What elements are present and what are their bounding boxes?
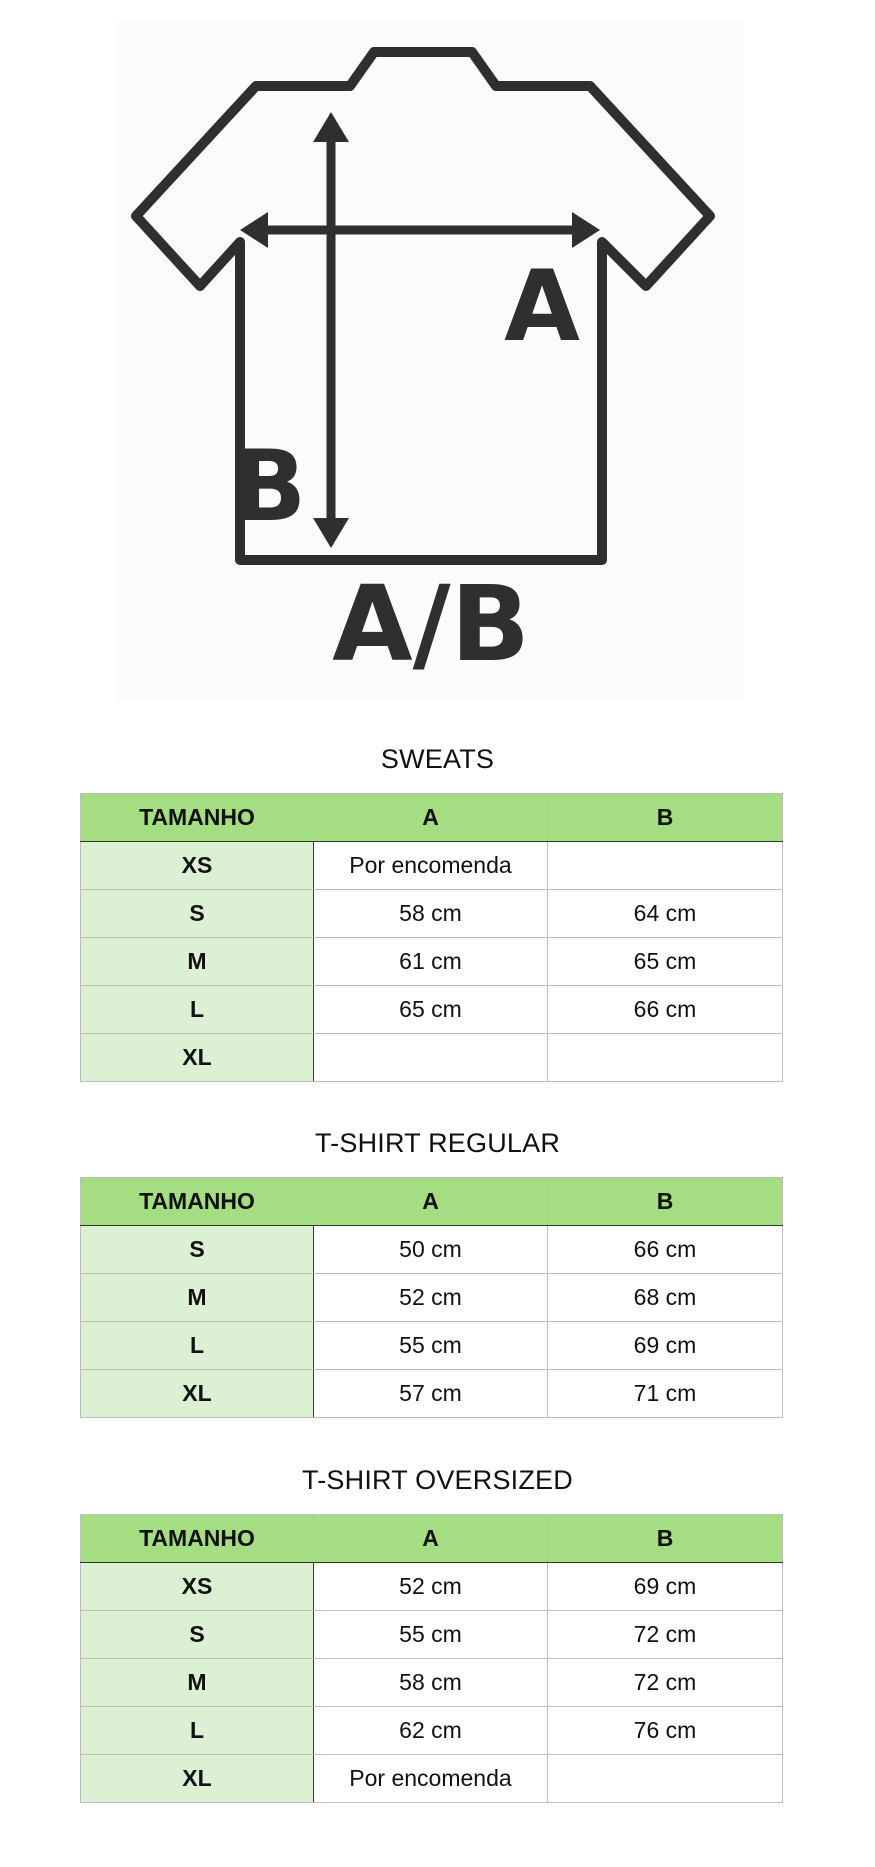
- measure-b-cell: 69 cm: [548, 1563, 783, 1611]
- header-size: TAMANHO: [81, 1178, 314, 1226]
- measure-a-arrowhead-right-icon: [572, 212, 600, 248]
- table-row: [81, 1322, 783, 1370]
- section-title-tshirt-oversized: T-SHIRT OVERSIZED: [302, 1465, 573, 1495]
- measure-b-cell: 72 cm: [548, 1659, 783, 1707]
- measure-a-cell: 58 cm: [314, 890, 548, 938]
- tshirt-measurement-diagram: [116, 20, 743, 698]
- size-cell: XS: [81, 842, 314, 890]
- table-row: [81, 1370, 783, 1418]
- diagram-label-b: B: [231, 430, 307, 544]
- size-table-tshirt-regular: [80, 1177, 783, 1418]
- size-cell: L: [81, 986, 314, 1034]
- table-row: [81, 1034, 783, 1082]
- size-table-tshirt-oversized: [80, 1514, 783, 1803]
- measure-b-cell: 64 cm: [548, 890, 783, 938]
- section-title-sweats: SWEATS: [380, 744, 495, 774]
- table-row: [81, 1659, 783, 1707]
- measure-b-cell: 72 cm: [548, 1611, 783, 1659]
- size-cell: XS: [81, 1563, 314, 1611]
- size-cell: S: [81, 1611, 314, 1659]
- table-row: [81, 1226, 783, 1274]
- measure-a-cell: 52 cm: [314, 1563, 548, 1611]
- measure-b-cell: [548, 1034, 783, 1082]
- diagram-caption: A/B: [332, 563, 530, 685]
- measure-b-arrowhead-top-icon: [313, 112, 349, 142]
- measure-a-cell: [314, 1034, 548, 1082]
- table-row: [81, 1274, 783, 1322]
- header-b: B: [548, 1515, 783, 1563]
- header-a: A: [314, 794, 548, 842]
- measure-a-cell: Por encomenda: [314, 1755, 548, 1803]
- table-header-row: [81, 1515, 783, 1563]
- measure-b-cell: 68 cm: [548, 1274, 783, 1322]
- table-row: [81, 1707, 783, 1755]
- table-row: [81, 1755, 783, 1803]
- measure-a-cell: 57 cm: [314, 1370, 548, 1418]
- header-a: A: [314, 1515, 548, 1563]
- measure-a-cell: 61 cm: [314, 938, 548, 986]
- tshirt-body-outline: [136, 52, 710, 560]
- measure-a-cell: 55 cm: [314, 1611, 548, 1659]
- size-cell: M: [81, 1274, 314, 1322]
- size-cell: M: [81, 1659, 314, 1707]
- measure-b-cell: 71 cm: [548, 1370, 783, 1418]
- table-row: [81, 938, 783, 986]
- size-cell: L: [81, 1707, 314, 1755]
- size-cell: L: [81, 1322, 314, 1370]
- table-row: [81, 890, 783, 938]
- section-title-tshirt-regular: T-SHIRT REGULAR: [314, 1128, 561, 1158]
- size-cell: XL: [81, 1034, 314, 1082]
- measure-a-cell: 50 cm: [314, 1226, 548, 1274]
- measure-a-cell: 62 cm: [314, 1707, 548, 1755]
- header-b: B: [548, 1178, 783, 1226]
- size-cell: XL: [81, 1755, 314, 1803]
- size-cell: M: [81, 938, 314, 986]
- diagram-label-a: A: [504, 250, 580, 364]
- measure-b-cell: 66 cm: [548, 1226, 783, 1274]
- measure-a-cell: 58 cm: [314, 1659, 548, 1707]
- measure-a-cell: 65 cm: [314, 986, 548, 1034]
- measure-a-cell: 55 cm: [314, 1322, 548, 1370]
- table-header-row: [81, 1178, 783, 1226]
- measure-b-cell: 65 cm: [548, 938, 783, 986]
- size-cell: XL: [81, 1370, 314, 1418]
- measure-b-arrowhead-bottom-icon: [313, 518, 349, 548]
- size-table-sweats: [80, 793, 783, 1082]
- measure-a-cell: 52 cm: [314, 1274, 548, 1322]
- table-row: [81, 986, 783, 1034]
- measure-b-cell: [548, 842, 783, 890]
- header-size: TAMANHO: [81, 1515, 314, 1563]
- measure-b-cell: 76 cm: [548, 1707, 783, 1755]
- header-b: B: [548, 794, 783, 842]
- measure-b-cell: 69 cm: [548, 1322, 783, 1370]
- table-row: [81, 1563, 783, 1611]
- table-row: [81, 1611, 783, 1659]
- measure-a-cell: Por encomenda: [314, 842, 548, 890]
- measure-b-cell: 66 cm: [548, 986, 783, 1034]
- size-cell: S: [81, 1226, 314, 1274]
- tshirt-outline-icon: [134, 50, 714, 242]
- tshirt-diagram-svg: [116, 20, 743, 698]
- table-header-row: [81, 794, 783, 842]
- header-a: A: [314, 1178, 548, 1226]
- header-size: TAMANHO: [81, 794, 314, 842]
- measure-b-cell: [548, 1755, 783, 1803]
- table-row: [81, 842, 783, 890]
- size-cell: S: [81, 890, 314, 938]
